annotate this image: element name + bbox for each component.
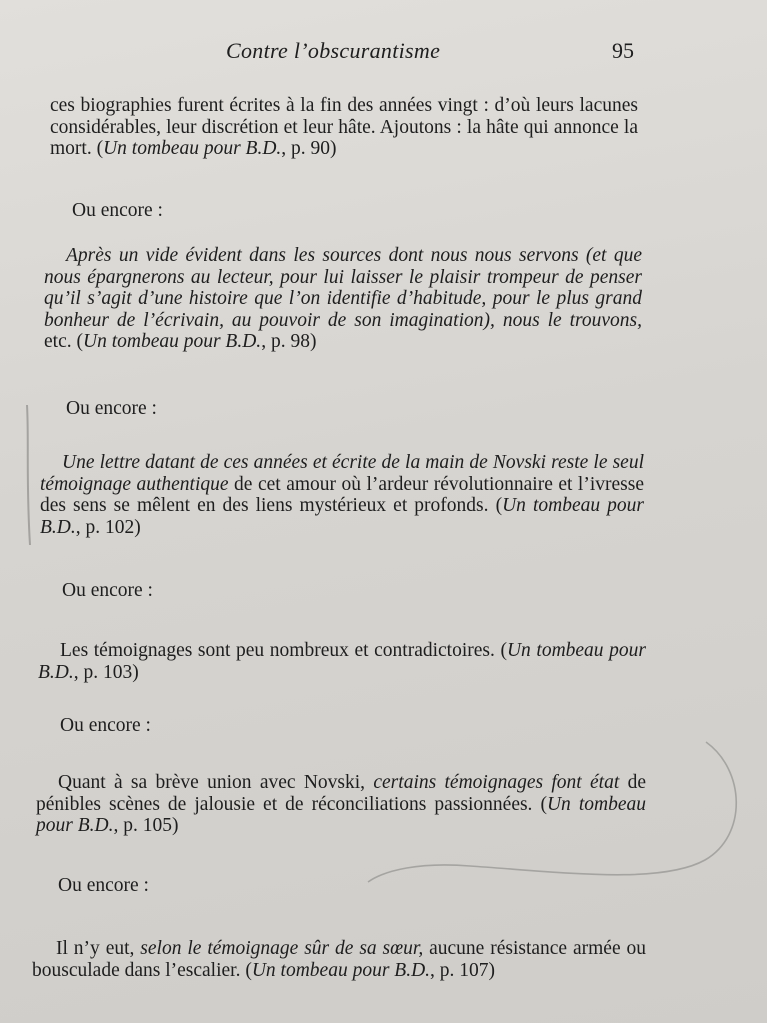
paragraph-4-citation-page: , p. 103) xyxy=(73,661,139,683)
paragraph-1-text: ces biographies furent écrites à la fin des années vingt : d’où leurs lacunes considérables, leur discrétion et leur hâte. Ajoutons : la hâte qui annonce la mort. xyxy=(50,95,638,159)
paragraph-3-quote: Une lettre datant de ces années et écrite de la main de Novski reste le seul témoignage authentique xyxy=(40,452,644,495)
paragraph-6-citation-title: Un tombeau pour B.D. xyxy=(251,959,431,981)
paragraph-1: ces biographies furent écrites à la fin des années vingt : d’où leurs lacunes considérables, leur discrétion et leur hâte. Ajoutons : la hâte qui annonce la mort. (Un tombeau pour B.D., p. 90) xyxy=(50,95,638,159)
ou-encore-label-3: Ou encore : xyxy=(62,580,153,601)
page-number: 95 xyxy=(612,38,634,63)
paragraph-1-citation-page: , p. 90) xyxy=(281,138,337,159)
paragraph-6-text: Il n’y eut, xyxy=(56,938,141,959)
ou-encore-label-5: Ou encore : xyxy=(58,875,149,896)
paragraph-1-citation-title: Un tombeau pour B.D. xyxy=(103,138,282,159)
paragraph-5-citation-page: , p. 105) xyxy=(113,815,179,836)
paragraph-3 xyxy=(40,452,644,538)
pencil-margin-line xyxy=(27,405,30,545)
paragraph-6-quote: selon le témoignage sûr de sa sœur, xyxy=(140,938,424,959)
paragraph-5-text-2: de pénibles scènes de jalousie et de réconciliations passionnées. ( xyxy=(36,772,646,815)
paragraph-5-text: Quant à sa brève union avec Novski, xyxy=(58,772,374,793)
paragraph-2-quote: Après un vide évident dans les sources dont nous nous servons (et que nous épargnerons au lecteur, pour lui laisser le plaisir trompeur de penser qu’il s’agit d’une histoire que l’on identifie d’habitude, pour le plus grand bonheur de l’écrivain, au pouvoir de son imagination), nous le trouvons, xyxy=(44,245,642,331)
paragraph-2-citation-title: Un tombeau pour B.D. xyxy=(82,331,262,352)
paragraph-4 xyxy=(38,640,646,683)
paragraph-5 xyxy=(36,772,646,837)
paragraph-3-text: de cet amour où l’ardeur révolutionnaire et l’ivresse des sens se mêlent en des liens mystérieux et profonds. ( xyxy=(40,473,644,516)
paragraph-5-quote: certains témoignages font état xyxy=(373,772,620,793)
paragraph-4-text: Les témoignages sont peu nombreux et contradictoires. ( xyxy=(60,640,507,661)
ou-encore-label-4: Ou encore : xyxy=(60,715,151,736)
paragraph-6-text-2: aucune résistance armée ou bousculade dans l’escalier. ( xyxy=(32,938,647,981)
paragraph-2-text: etc. ( xyxy=(44,331,83,352)
running-header-title: Contre l’obscurantisme xyxy=(226,38,441,63)
paragraph-5-citation-title: Un tombeau pour B.D. xyxy=(36,793,646,836)
paragraph-3-citation-title: Un tombeau pour B.D. xyxy=(40,495,644,538)
ou-encore-label-2: Ou encore : xyxy=(66,398,157,419)
ou-encore-label-1: Ou encore : xyxy=(72,200,163,221)
paragraph-4-citation-title: Un tombeau pour B.D. xyxy=(38,640,646,683)
paragraph-6 xyxy=(32,938,646,981)
paragraph-3-citation-page: , p. 102) xyxy=(75,516,141,538)
paragraph-6-citation-page: , p. 107) xyxy=(430,959,496,981)
paragraph-2-citation-page: , p. 98) xyxy=(261,331,317,352)
paragraph-2 xyxy=(44,245,642,353)
